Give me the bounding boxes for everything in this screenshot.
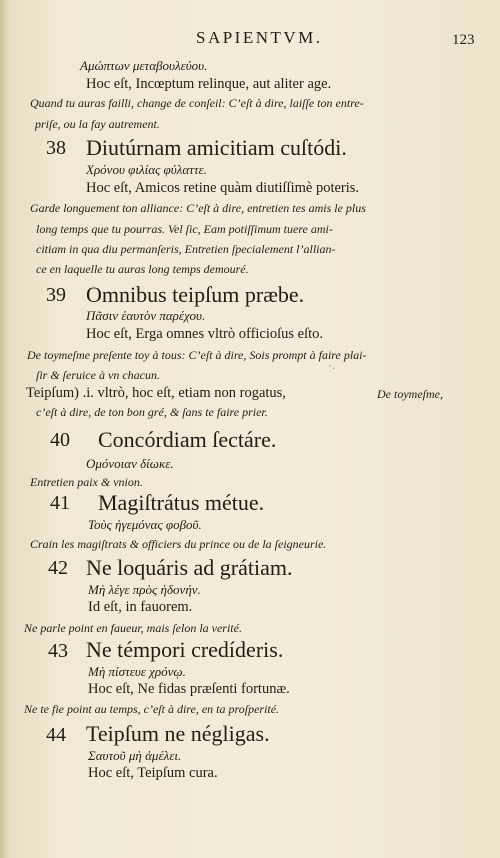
maxim-heading: Omnibus teipſum præbe. <box>86 282 305 307</box>
french-translation: Ne te fie point au temps, c’eſt à dire, en ta proſperité. <box>24 702 280 716</box>
french-translation: c’eſt à dire, de ton bon gré, & ſans te faire prier. <box>36 405 268 419</box>
greek-line: Μὴ λέγε πρὸς ἡδονήν. <box>88 582 201 597</box>
maxim-heading: Ne loquáris ad grátiam. <box>86 555 293 580</box>
latin-gloss: Hoc eſt, Teipſum cura. <box>88 765 218 781</box>
maxim-heading: Teipſum ne négligas. <box>86 721 270 746</box>
page-gutter-shadow <box>0 0 10 858</box>
french-translation: ce en laquelle tu auras long temps demouré. <box>36 262 249 276</box>
greek-line: Πᾶσιν ἑαυτὸν παρέχου. <box>86 308 206 323</box>
french-translation: De toymeſme preſente toy à tous: C’eſt à dire, Sois prompt à faire plai- <box>27 348 367 362</box>
french-translation: Garde longuement ton alliance: C’eſt à dire, entretien tes amis le plus <box>30 201 366 215</box>
stray-ink-mark: ˙ˑ <box>328 362 336 376</box>
running-title: SAPIENTVM. <box>196 28 323 47</box>
greek-line: Μὴ πίστευε χρόνῳ. <box>88 664 186 679</box>
greek-line: Χρόνου φιλίας φύλαττε. <box>86 162 207 177</box>
maxim-number: 39 <box>46 284 66 306</box>
french-translation: long temps que tu pourras. Vel ſic, Eam potiſſimum tuere ami- <box>36 222 333 236</box>
french-translation: ſir & ſeruice à vn chacun. <box>36 368 160 382</box>
french-translation: Quand tu auras failli, change de conſeil: C’eſt à dire, laiſſe ton entre- <box>30 96 364 110</box>
maxim-number: 38 <box>46 137 66 159</box>
french-translation: Crain les magiſtrats & officiers du prince ou de la ſeigneurie. <box>30 537 327 551</box>
maxim-heading: Concórdiam ſectáre. <box>98 427 277 452</box>
latin-gloss: Id eſt, in fauorem. <box>88 599 193 615</box>
french-translation: priſe, ou la fay autrement. <box>35 117 160 131</box>
latin-gloss: Hoc eſt, Erga omnes vltrò officioſus eſto. <box>86 326 324 342</box>
maxim-heading: Diutúrnam amicitiam cuſtódi. <box>86 135 347 160</box>
latin-gloss: Hoc eſt, Amicos retine quàm diutiſſimè poteris. <box>86 180 360 196</box>
maxim-heading: Ne témpori credíderis. <box>86 637 284 662</box>
maxim-number: 44 <box>46 724 66 746</box>
french-translation: Ne parle point en faueur, mais ſelon la verité. <box>24 621 242 635</box>
latin-gloss: Hoc eſt, Incœptum relinque, aut aliter age. <box>86 76 332 92</box>
latin-gloss: Teipſum) .i. vltrò, hoc eſt, etiam non rogatus, <box>26 385 286 401</box>
maxim-number: 41 <box>50 492 70 514</box>
page-number: 123 <box>452 32 475 48</box>
maxim-heading: Magiſtrátus métue. <box>98 490 265 515</box>
french-translation: citiam in qua diu permanſeris, Entretien ſpecialement l’allian- <box>36 242 336 256</box>
maxim-number: 40 <box>50 429 70 451</box>
greek-line: Τοὺς ἡγεμόνας φοβοῦ. <box>88 517 202 532</box>
greek-line: Αμώπτων μεταβουλεύου. <box>80 58 208 73</box>
maxim-number: 43 <box>48 640 68 662</box>
maxim-number: 42 <box>48 557 68 579</box>
greek-line: Ομόνοιαν δίωκε. <box>86 456 174 471</box>
latin-gloss: Hoc eſt, Ne fidas præſenti fortunæ. <box>88 681 290 697</box>
french-translation: Entretien paix & vnion. <box>30 475 143 489</box>
greek-line: Σαυτοῦ μὴ ἀμέλει. <box>88 748 182 763</box>
french-translation: De toymeſme, <box>377 387 443 401</box>
